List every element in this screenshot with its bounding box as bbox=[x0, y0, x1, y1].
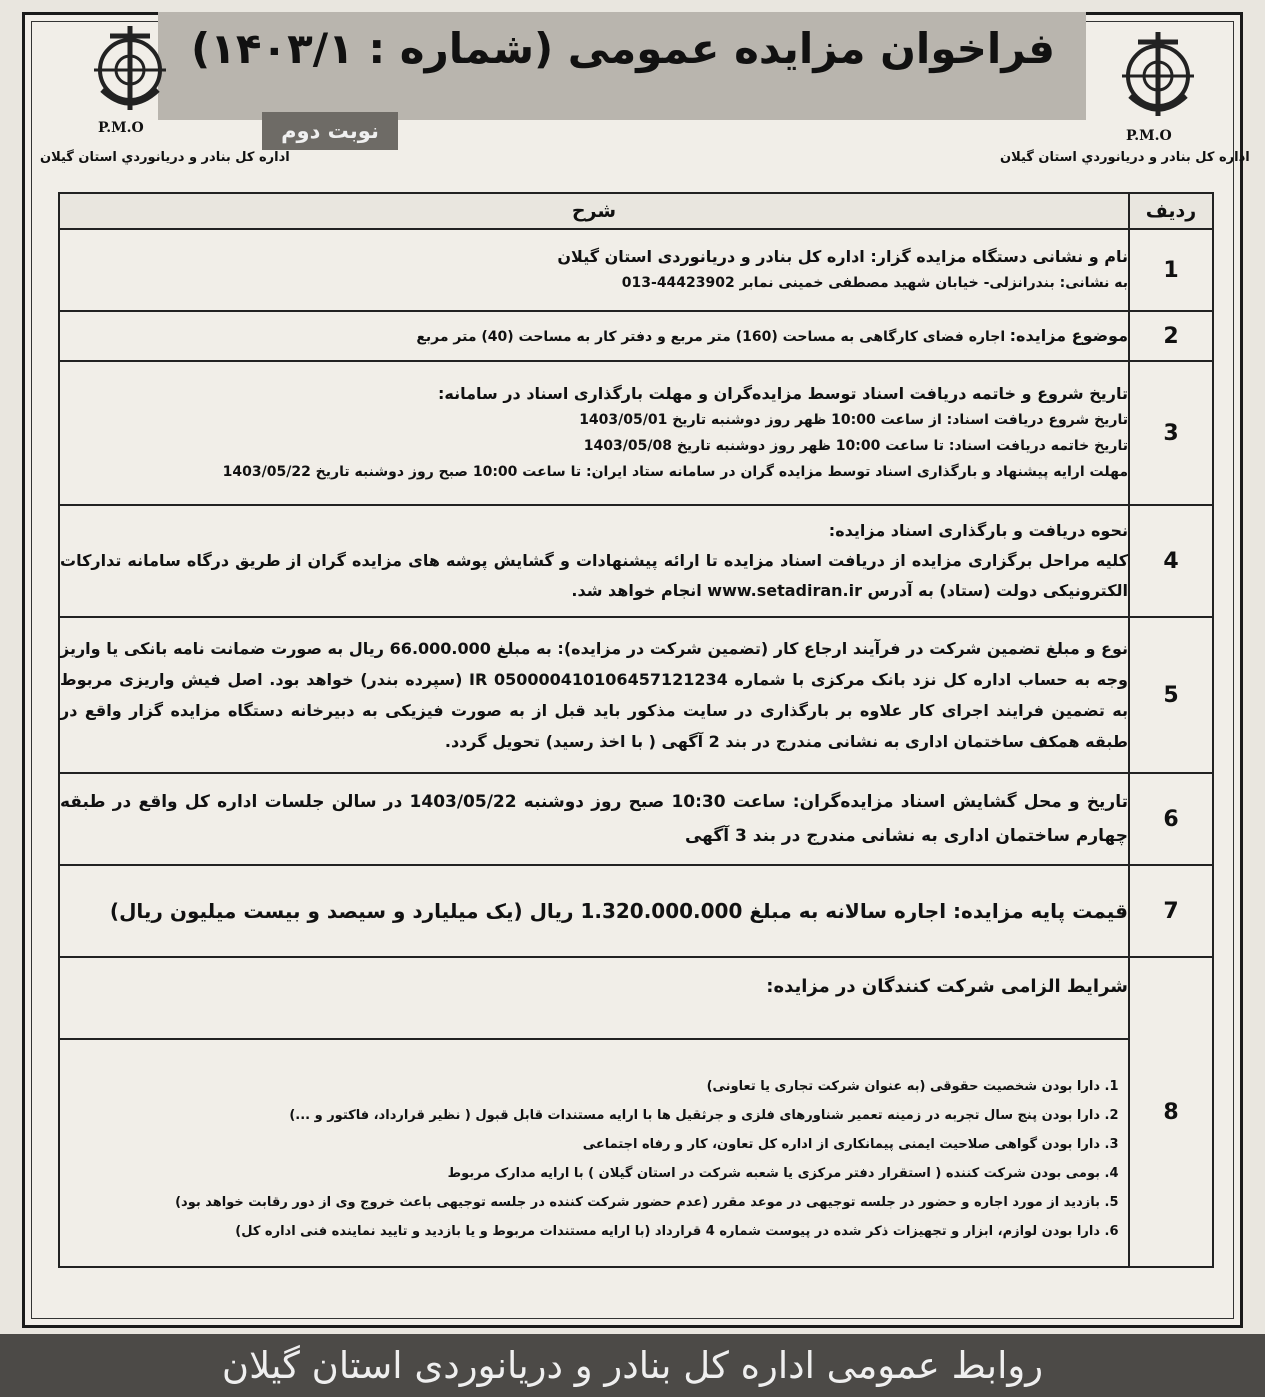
table-header bbox=[59, 193, 1213, 229]
table-row bbox=[59, 229, 1213, 311]
row-text: نحوه دریافت و بارگذاری اسناد مزایده: bbox=[828, 521, 1128, 540]
list-item: 3. دارا بودن گواهی صلاحیت ایمنی پیمانکاری از اداره کل تعاون، کار و رفاه اجتماعی bbox=[60, 1130, 1100, 1159]
row-text: قیمت پایه مزایده: اجاره سالانه به مبلغ 1.320.000.000 ریال (یک میلیارد و سیصد و بیست میلیون ریال) bbox=[109, 899, 1128, 923]
header-description: شرح bbox=[59, 193, 1129, 229]
logo-caption: P.M.O bbox=[98, 120, 144, 136]
row-text: اجاره فضای کارگاهی به مساحت (160) متر مربع و دفتر کار به مساحت (40) متر مربع bbox=[416, 328, 1006, 345]
list-item: 5. بازدید از مورد اجاره و حضور در جلسه توجیهی در موعد مقرر (عدم حضور شرکت کننده در جلسه توجیهی باعث خروج وی از دور رقابت خواهد بود) bbox=[60, 1188, 1100, 1217]
footer-band: روابط عمومی اداره کل بنادر و دریانوردی استان گیلان bbox=[0, 1334, 1265, 1397]
list-item: 6. دارا بودن لوازم، ابزار و تجهیزات ذکر شده در پیوست شماره 4 قرارداد (با ارایه مستندات مربوط و یا بازدید و تایید نماینده فنی اداره کل) bbox=[60, 1217, 1100, 1246]
logo-caption: P.M.O bbox=[1126, 128, 1172, 144]
row-number: 7 bbox=[1129, 865, 1213, 957]
row-number: 5 bbox=[1129, 617, 1213, 773]
anchor-logo-icon bbox=[80, 18, 180, 118]
table-row bbox=[59, 865, 1213, 957]
list-item: 2. دارا بودن پنج سال تجربه در زمینه تعمیر شناورهای فلزی و جرثقیل ها با ارایه مستندات قابل قبول ( نظیر قرارداد، فاکتور و ...) bbox=[60, 1101, 1100, 1130]
table-row bbox=[59, 505, 1213, 617]
row-text: تاریخ و محل گشایش اسناد مزایده‌گران: ساعت 10:30 صبح روز دوشنبه 1403/05/22 در سالن جلسات اداره کل واقع در طبقه چهارم ساختمان اداری به نشانی مندرج در بند 3 آگهی bbox=[60, 792, 1128, 846]
row-number: 6 bbox=[1129, 773, 1213, 865]
round-badge: نوبت دوم bbox=[262, 112, 398, 150]
row-heading: شرایط الزامی شرکت کنندگان در مزایده: bbox=[766, 976, 1128, 997]
auction-table bbox=[58, 192, 1214, 1268]
table-row bbox=[59, 361, 1213, 505]
row-text: مهلت ارایه پیشنهاد و بارگذاری اسناد توسط مزایده گران در سامانه ستاد ایران: تا ساعت 10:00 صبح روز دوشنبه تاریخ 1403/05/22 bbox=[222, 464, 1128, 480]
table-row bbox=[59, 957, 1213, 1039]
row-text: تاریخ شروع دریافت اسناد: از ساعت 10:00 ظهر روز دوشنبه تاریخ 1403/05/01 bbox=[579, 412, 1128, 428]
page-title: فراخوان مزایده عمومی (شماره : ۱۴۰۳/۱) bbox=[191, 24, 1055, 73]
header-row-number: ردیف bbox=[1129, 193, 1213, 229]
row-number: 4 bbox=[1129, 505, 1213, 617]
row-text: به نشانی: بندرانزلی- خیابان شهید مصطفی خمینی نمابر 44423902-013 bbox=[621, 275, 1128, 291]
row-text: تاریخ خاتمه دریافت اسناد: تا ساعت 10:00 ظهر روز دوشنبه تاریخ 1403/05/08 bbox=[583, 438, 1128, 454]
row-text: نوع و مبلغ تضمین شرکت در فرآیند ارجاع کار (تضمین شرکت در مزایده): به مبلغ 66.000.000 ریال به صورت ضمانت نامه بانکی یا واریز وجه به حساب اداره کل نزد بانک مرکزی با شماره IR 050000410106457121234 (سپرده بندر) خواهد بود. اصل فیش واریزی مربوط به تضمین فرایند اجرای کار علاوه بر بارگذاری در سایت مذکور باید قبل از به صورت فیزیکی به دبیرخانه دستگاه مزایده گزار واقع در طبقه همکف ساختمان اداری به نشانی مندرج در بند 2 آگهی ( با اخذ رسید) تحویل گردد. bbox=[60, 639, 1129, 751]
row-text: کلیه مراحل برگزاری مزایده از دریافت اسناد مزایده تا ارائه پیشنهادات و گشایش پوشه های مزایده گران از طریق درگاه سامانه تدارکات الکترونیکی دولت (ستاد) به آدرس www.setadiran.ir انجام خواهد شد. bbox=[60, 551, 1128, 600]
row-number: 3 bbox=[1129, 361, 1213, 505]
organization-name: اداره كل بنادر و دريانوردي استان گيلان bbox=[1000, 150, 1250, 165]
list-item: 4. بومی بودن شرکت کننده ( استقرار دفتر مرکزی یا شعبه شرکت در استان گیلان ) با ارایه مدارک مربوط bbox=[60, 1159, 1100, 1188]
table-row bbox=[59, 617, 1213, 773]
organization-name: اداره كل بنادر و دريانوردي استان گيلان bbox=[40, 150, 290, 165]
row-number: 2 bbox=[1129, 311, 1213, 361]
table-row bbox=[59, 1039, 1213, 1267]
conditions-list bbox=[60, 1072, 1128, 1246]
row-text: نام و نشانی دستگاه مزایده گزار: اداره کل بنادر و دریانوردی استان گیلان bbox=[557, 247, 1128, 266]
list-item: 1. دارا بودن شخصیت حقوقی (به عنوان شرکت تجاری یا تعاونی) bbox=[60, 1072, 1100, 1101]
table-row bbox=[59, 773, 1213, 865]
row-number: 8 bbox=[1129, 957, 1213, 1267]
row-label: موضوع مزایده: bbox=[1009, 325, 1128, 345]
table-row bbox=[59, 311, 1213, 361]
row-text: تاریخ شروع و خاتمه دریافت اسناد توسط مزایده‌گران و مهلت بارگذاری اسناد در سامانه: bbox=[438, 384, 1128, 403]
anchor-logo-icon bbox=[1108, 24, 1208, 124]
row-number: 1 bbox=[1129, 229, 1213, 311]
